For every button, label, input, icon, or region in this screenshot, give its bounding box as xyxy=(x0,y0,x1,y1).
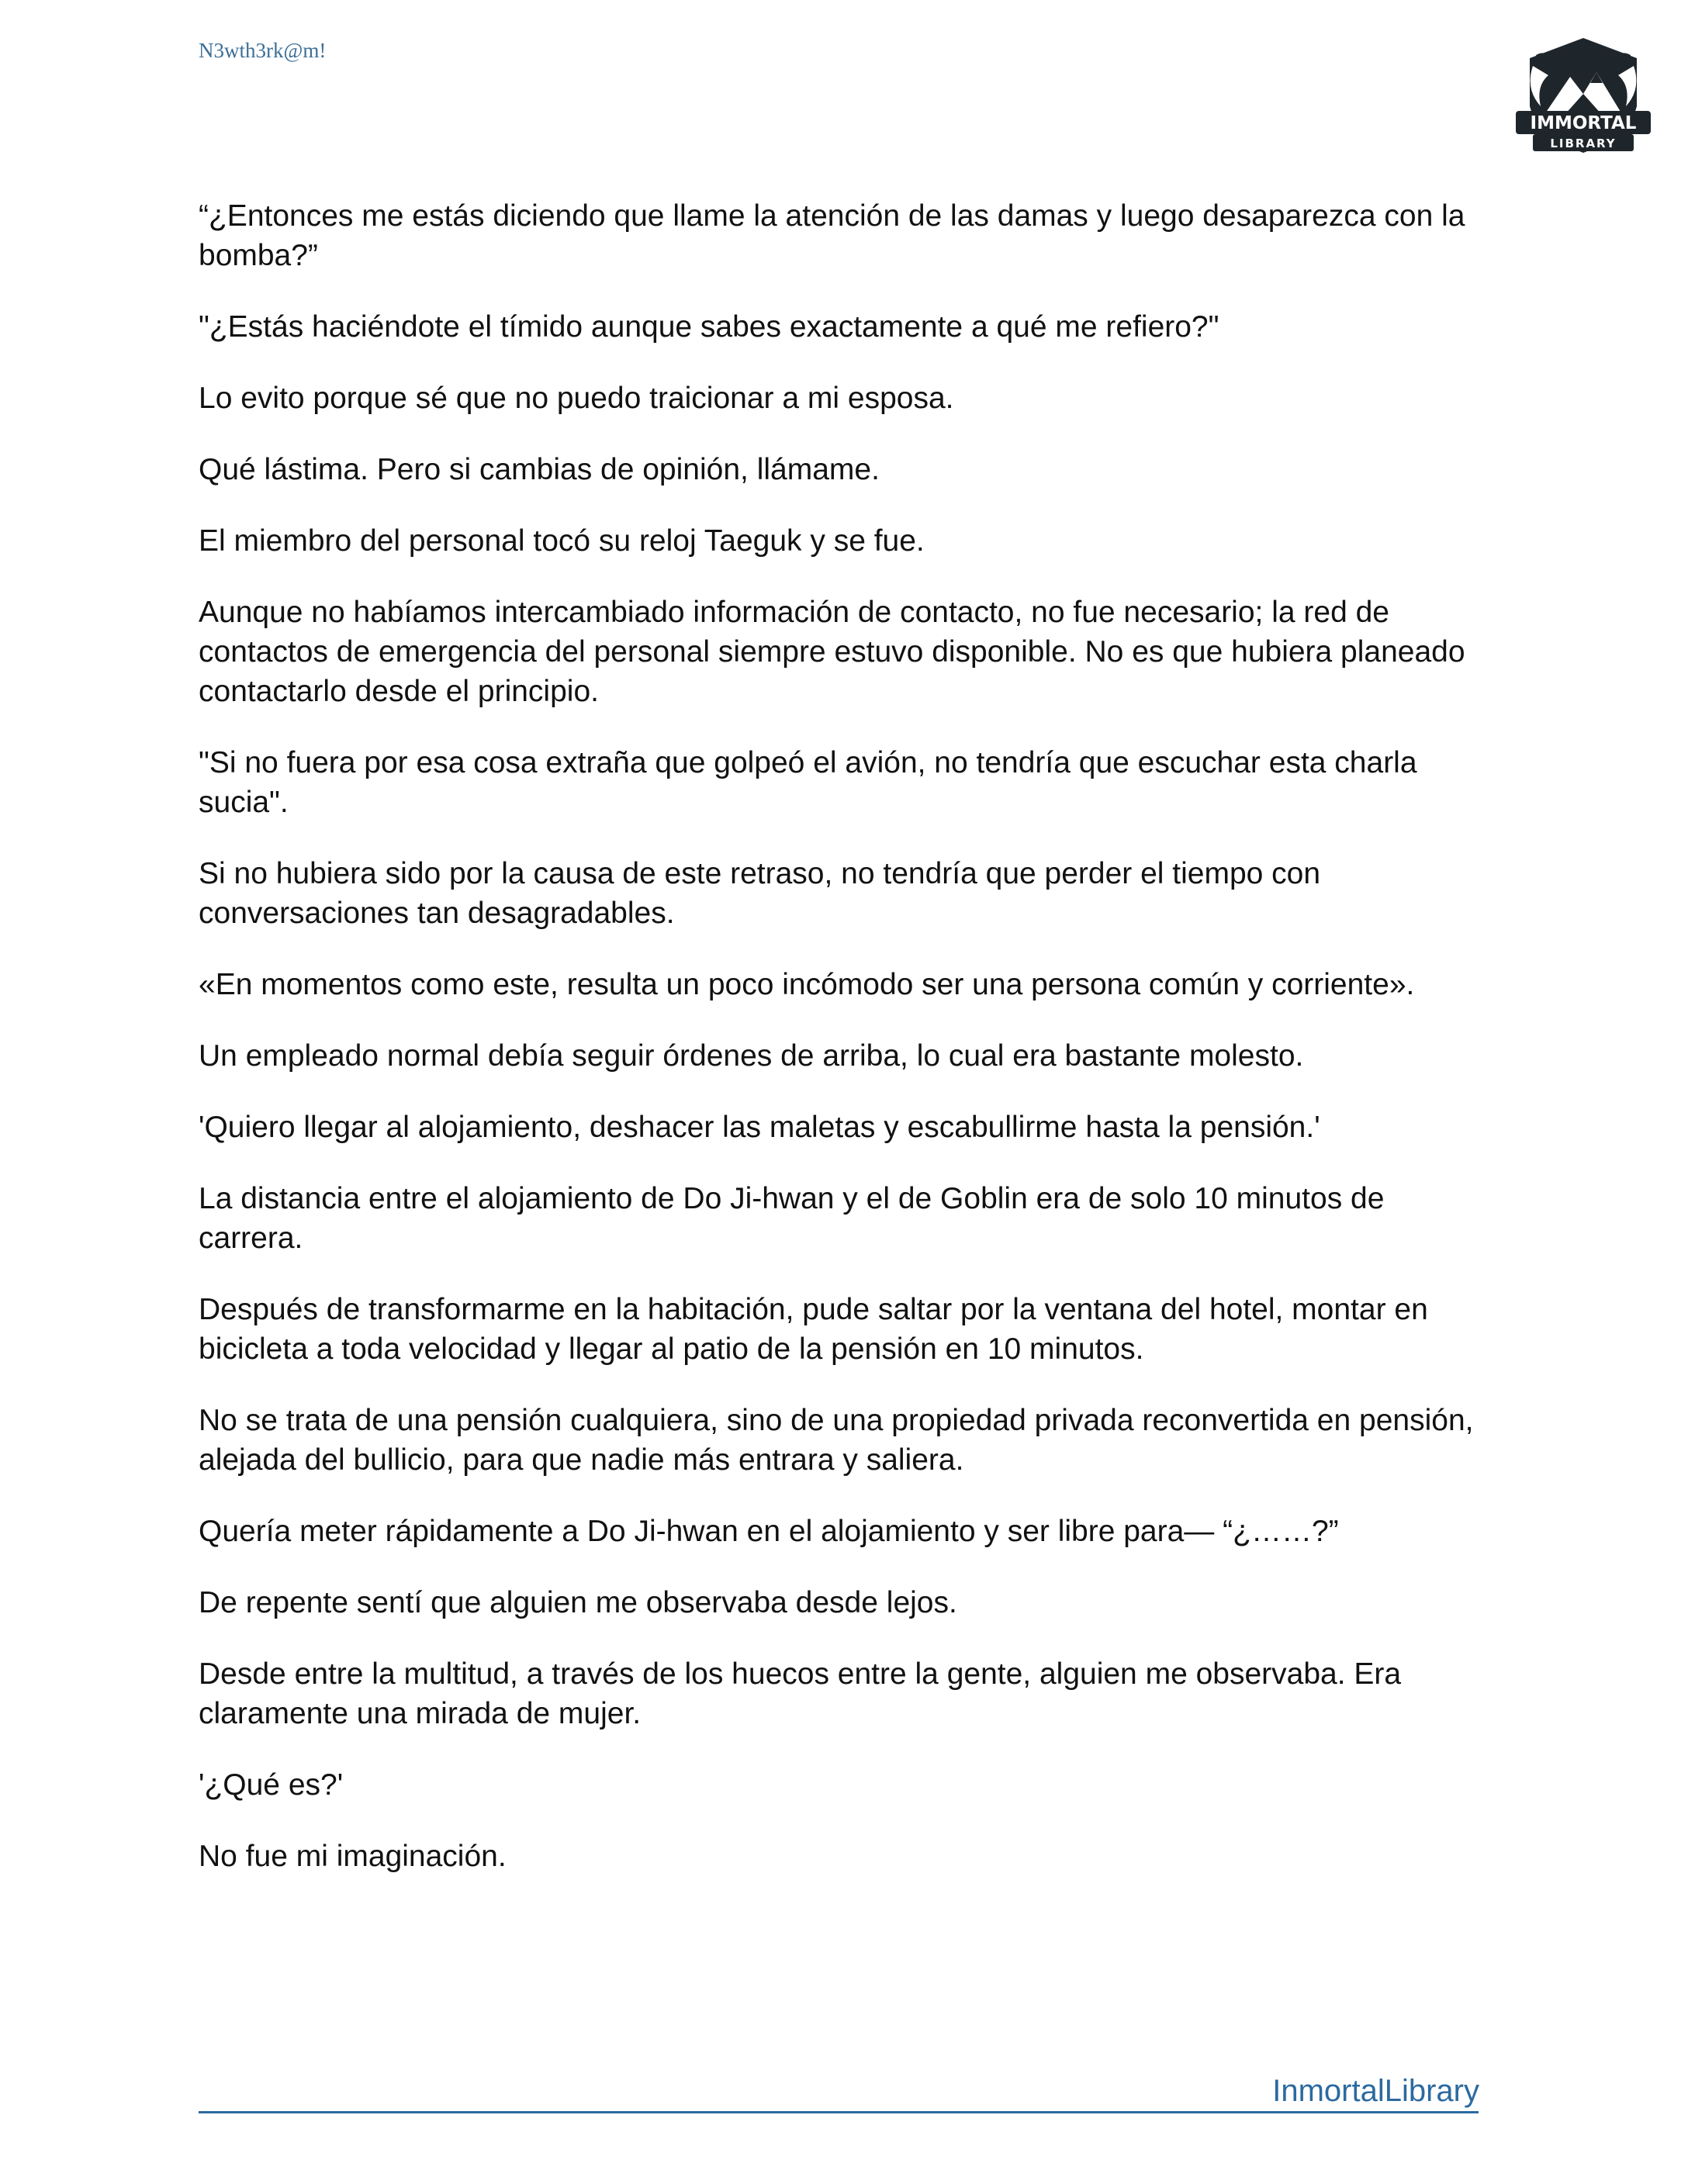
paragraph: Si no hubiera sido por la causa de este retraso, no tendría que perder el tiempo con conversaciones tan desagradables. xyxy=(199,857,1321,930)
paragraph: Un empleado normal debía seguir órdenes de arriba, lo cual era bastante molesto. xyxy=(199,1039,1304,1073)
paragraph: 'Quiero llegar al alojamiento, deshacer las maletas y escabullirme hasta la pensión.' xyxy=(199,1111,1320,1144)
paragraph: Quería meter rápidamente a Do Ji-hwan en el alojamiento y ser libre para— “¿……?” xyxy=(199,1515,1339,1548)
paragraph: La distancia entre el alojamiento de Do Ji-hwan y el de Goblin era de solo 10 minutos de carrera. xyxy=(199,1182,1385,1255)
immortal-library-logo xyxy=(1513,35,1654,159)
watermark-text: N3wth3rk@m! xyxy=(199,39,327,62)
paragraph: Lo evito porque sé que no puedo traicionar a mi esposa. xyxy=(199,382,954,415)
paragraph: El miembro del personal tocó su reloj Taeguk y se fue. xyxy=(199,524,925,558)
logo-subtitle: LIBRARY xyxy=(1550,136,1617,150)
paragraph: '¿Qué es?' xyxy=(199,1768,344,1802)
paragraph: "¿Estás haciéndote el tímido aunque sabes exactamente a qué me refiero?" xyxy=(199,310,1219,344)
footer-divider xyxy=(199,2111,1479,2113)
paragraph: Qué lástima. Pero si cambias de opinión, llámame. xyxy=(199,453,880,486)
paragraph: "Si no fuera por esa cosa extraña que golpeó el avión, no tendría que escuchar esta charla sucia". xyxy=(199,746,1417,819)
paragraph: “¿Entonces me estás diciendo que llame la atención de las damas y luego desaparezca con la bomba?” xyxy=(199,199,1465,272)
paragraph: No se trata de una pensión cualquiera, sino de una propiedad privada reconvertida en pensión, alejada del bullicio, para que nadie más entrara y saliera. xyxy=(199,1404,1474,1477)
chapter-body xyxy=(199,196,1486,1908)
paragraph: Aunque no habíamos intercambiado información de contacto, no fue necesario; la red de contactos de emergencia del personal siempre estuvo disponible. No es que hubiera planeado contactarlo desde el principio. xyxy=(199,596,1465,708)
logo-title: IMMORTAL xyxy=(1530,113,1637,133)
footer-site-link[interactable]: InmortalLibrary xyxy=(1272,2074,1479,2108)
paragraph: «En momentos como este, resulta un poco incómodo ser una persona común y corriente». xyxy=(199,968,1415,1001)
paragraph: Desde entre la multitud, a través de los huecos entre la gente, alguien me observaba. Era claramente una mirada de mujer. xyxy=(199,1657,1402,1730)
paragraph: No fue mi imaginación. xyxy=(199,1840,507,1873)
paragraph: Después de transformarme en la habitación, pude saltar por la ventana del hotel, montar en bicicleta a toda velocidad y llegar al patio de la pensión en 10 minutos. xyxy=(199,1293,1428,1366)
paragraph: De repente sentí que alguien me observaba desde lejos. xyxy=(199,1586,957,1619)
